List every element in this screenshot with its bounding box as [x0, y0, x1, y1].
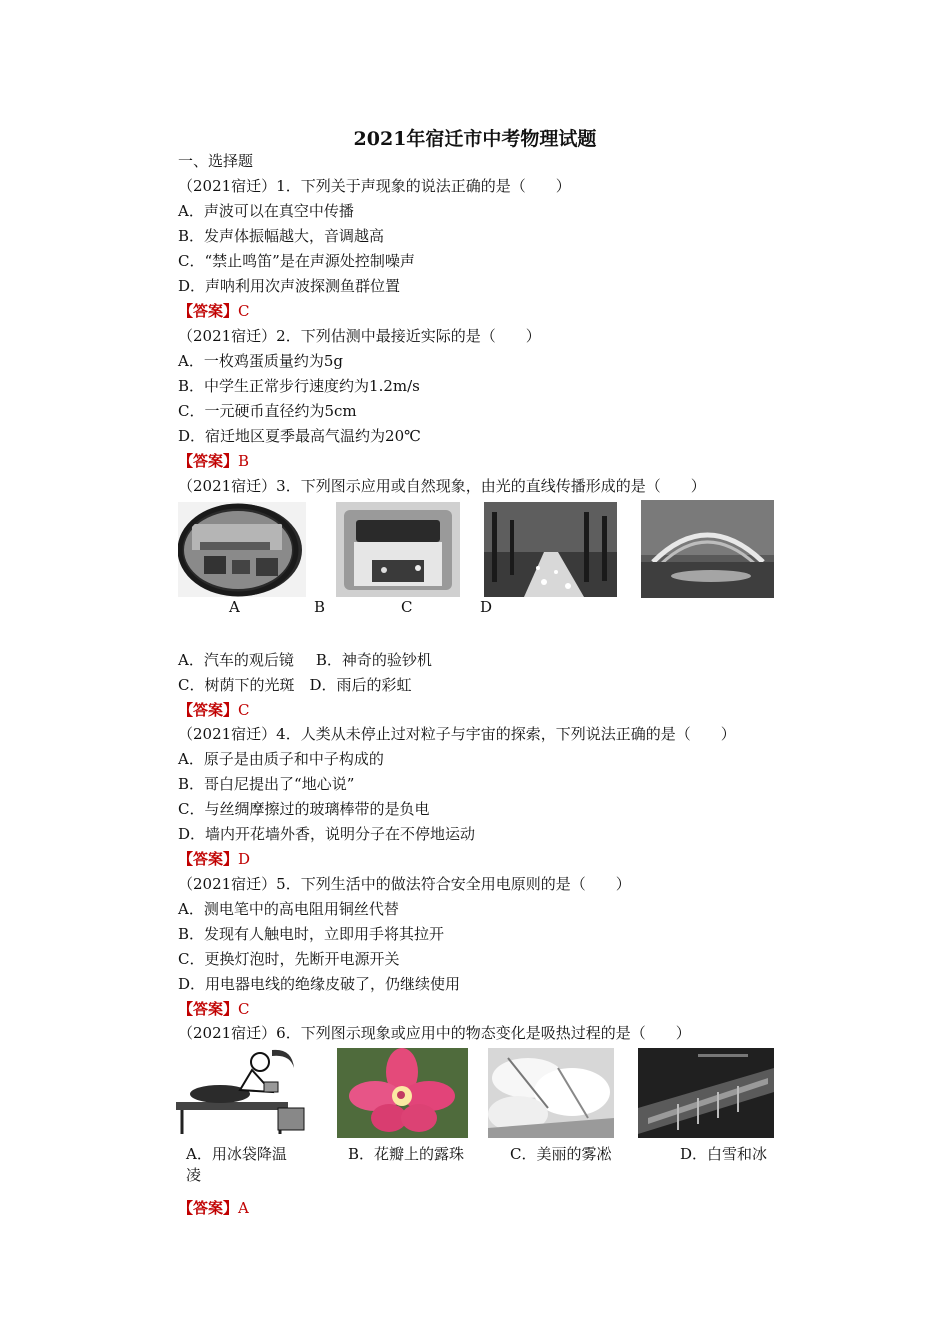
question-3-option-d: D．雨后的彩虹 — [309, 676, 412, 694]
question-1-option-a: A．声波可以在真空中传播 — [178, 202, 354, 220]
question-4-option-b: B．哥白尼提出了“地心说” — [178, 775, 355, 793]
question-1-option-b: B．发声体振幅越大，音调越高 — [178, 227, 385, 245]
question-5-option-a: A．测电笔中的高电阻用铜丝代替 — [178, 900, 399, 918]
answer-label: 【答案】 — [178, 302, 239, 320]
question-5-option-b: B．发现有人触电时，立即用手将其拉开 — [178, 925, 445, 943]
question-5-option-c: C．更换灯泡时，先断开电源开关 — [178, 950, 400, 968]
question-3-options-row-1 — [178, 650, 432, 670]
caption-a: A．用冰袋降温 — [186, 1145, 287, 1163]
question-2-stem: （2021宿迁）2．下列估测中最接近实际的是（ ） — [178, 327, 541, 345]
answer-value: B — [238, 452, 250, 470]
answer-label: 【答案】 — [178, 452, 239, 470]
section-heading: 一、选择题 — [178, 152, 254, 170]
question-1-answer — [178, 301, 250, 321]
question-5-answer — [178, 999, 250, 1019]
ice-pack-cooling-image — [172, 1046, 314, 1138]
caption-b: B．花瓣上的露珠 — [348, 1145, 465, 1163]
snow-and-ice-image — [638, 1048, 774, 1138]
caption-c: C．美丽的雾凇 — [510, 1145, 612, 1163]
page-title: 2021年宿迁市中考物理试题 — [353, 128, 597, 150]
question-5-stem: （2021宿迁）5．下列生活中的做法符合安全用电原则的是（ ） — [178, 875, 631, 893]
answer-value: C — [238, 1000, 250, 1018]
rime-image — [488, 1048, 614, 1138]
image-label-b: B — [314, 598, 326, 616]
answer-value: A — [238, 1199, 249, 1217]
question-3-option-a: A．汽车的观后镜 — [178, 651, 294, 669]
question-1-option-d: D．声呐利用次声波探测鱼群位置 — [178, 277, 401, 295]
answer-value: C — [238, 701, 250, 719]
question-4-option-c: C．与丝绸摩擦过的玻璃棒带的是负电 — [178, 800, 430, 818]
answer-value: D — [238, 850, 251, 868]
question-4-option-a: A．原子是由质子和中子构成的 — [178, 750, 384, 768]
image-label-c: C — [401, 598, 413, 616]
rearview-mirror-image — [178, 502, 306, 597]
question-2-option-b: B．中学生正常步行速度约为1.2m/s — [178, 377, 420, 395]
question-3-options-row-2 — [178, 675, 412, 695]
dew-on-petals-image — [337, 1048, 468, 1138]
answer-label: 【答案】 — [178, 1199, 239, 1217]
question-6-answer — [178, 1198, 249, 1218]
question-4-stem: （2021宿迁）4．人类从未停止过对粒子与宇宙的探索，下列说法正确的是（ ） — [178, 725, 736, 743]
question-2-option-c: C．一元硬币直径约为5cm — [178, 402, 357, 420]
question-4-answer — [178, 849, 250, 869]
question-3-option-b: B．神奇的验钞机 — [315, 651, 432, 669]
question-5-option-d: D．用电器电线的绝缘皮破了，仍继续使用 — [178, 975, 461, 993]
answer-label: 【答案】 — [178, 1000, 239, 1018]
question-1-stem: （2021宿迁）1．下列关于声现象的说法正确的是（ ） — [178, 177, 571, 195]
answer-label: 【答案】 — [178, 850, 239, 868]
money-detector-image — [336, 502, 460, 597]
tree-shade-light-spots-image — [484, 502, 617, 597]
question-2-answer — [178, 451, 249, 471]
question-2-option-d: D．宿迁地区夏季最高气温约为20℃ — [178, 427, 421, 445]
question-6-stem: （2021宿迁）6．下列图示现象或应用中的物态变化是吸热过程的是（ ） — [178, 1024, 691, 1042]
question-3-option-c: C．树荫下的光斑 — [178, 676, 295, 694]
question-1-option-c: C．“禁止鸣笛”是在声源处控制噪声 — [178, 252, 415, 270]
image-label-d: D — [480, 598, 493, 616]
answer-label: 【答案】 — [178, 701, 239, 719]
answer-value: C — [238, 302, 250, 320]
question-2-option-a: A．一枚鸡蛋质量约为5g — [178, 352, 343, 370]
caption-d: D．白雪和冰 — [680, 1145, 768, 1163]
question-3-answer — [178, 700, 250, 720]
question-3-stem: （2021宿迁）3．下列图示应用或自然现象，由光的直线传播形成的是（ ） — [178, 477, 706, 495]
question-4-option-d: D．墙内开花墙外香，说明分子在不停地运动 — [178, 825, 476, 843]
caption-wrap: 凌 — [186, 1166, 202, 1184]
image-label-a: A — [229, 598, 240, 616]
rainbow-image — [641, 500, 774, 598]
